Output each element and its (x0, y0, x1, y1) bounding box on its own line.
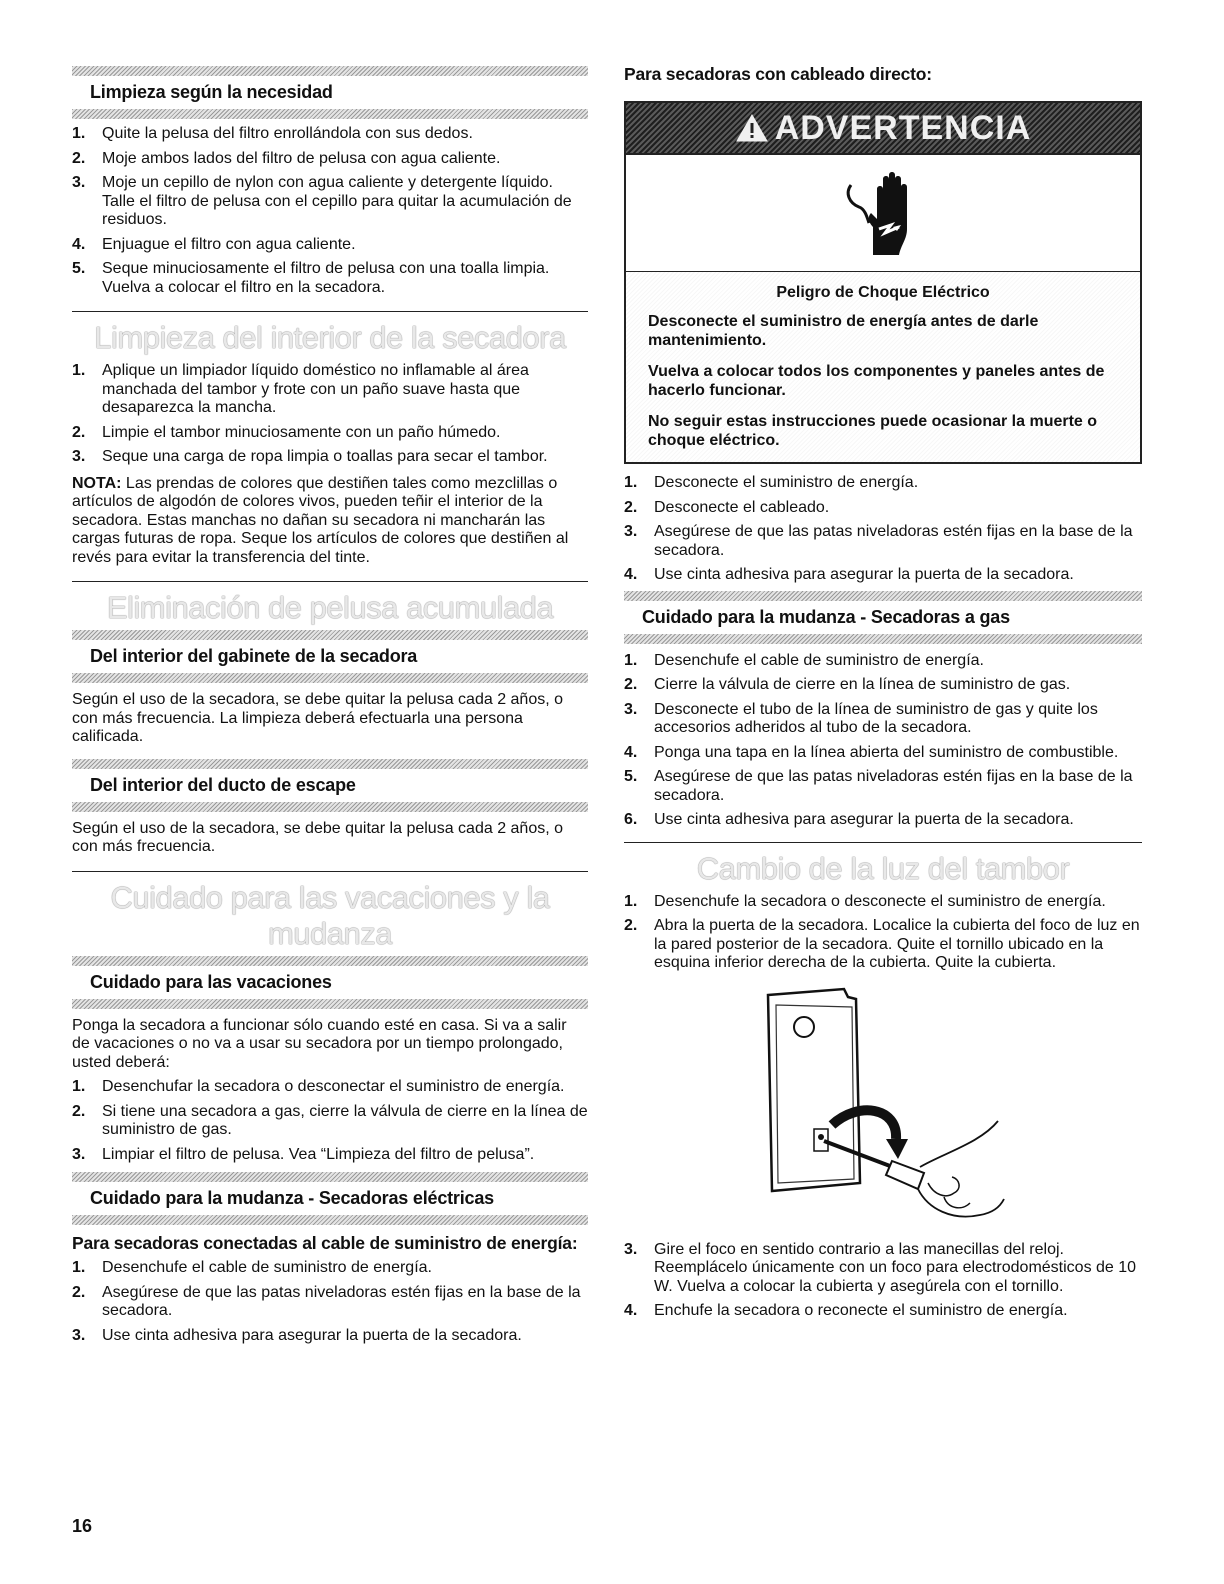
list-item (624, 499, 1142, 518)
step-number: 2. (72, 423, 86, 441)
warning-triangle-icon (735, 113, 769, 143)
list-item (72, 448, 588, 467)
heading-limpieza-necesidad: Limpieza según la necesidad (90, 82, 333, 102)
list-item (624, 1302, 1142, 1321)
step-text: Use cinta adhesiva para asegurar la puerta de la secadora. (654, 566, 1074, 583)
hatch-divider (72, 956, 588, 966)
step-text: Si tiene una secadora a gas, cierre la válvula de cierre en la línea de suministro de gas. (102, 1102, 588, 1138)
text-gabinete: Según el uso de la secadora, se debe quitar la pelusa cada 2 años, o con más frecuencia. La limpieza deberá efectuarla una persona calificada. (72, 691, 564, 745)
step-text: Desconecte el cableado. (654, 498, 830, 516)
light-cover-illustration (624, 983, 1142, 1227)
step-number: 3. (624, 523, 638, 540)
step-number: 1. (624, 651, 638, 669)
warning-p3: No seguir estas instrucciones puede ocasionar la muerte o choque eléctrico. (648, 413, 1098, 449)
list-item (624, 676, 1142, 695)
heading-mudanza-electricas: Cuidado para la mudanza - Secadoras eléctricas (90, 1188, 494, 1208)
step-number: 6. (624, 811, 638, 828)
heading-cable-suministro: Para secadoras conectadas al cable de suministro de energía: (72, 1233, 578, 1253)
list-item (72, 362, 588, 418)
light-cover-figure (748, 983, 1018, 1227)
list-item (624, 917, 1142, 973)
step-number: 2. (624, 676, 638, 693)
step-text: Asegúrese de que las patas niveladoras estén fijas en la base de la secadora. (102, 1283, 581, 1319)
list-item (624, 701, 1142, 738)
hatch-divider (72, 66, 588, 76)
step-text: Use cinta adhesiva para asegurar la puerta de la secadora. (654, 811, 1074, 828)
step-number: 2. (624, 498, 638, 516)
page-number: 16 (72, 1516, 93, 1536)
list-item (72, 424, 588, 443)
section-title-eliminacion-pelusa: Eliminación de pelusa acumulada (106, 590, 554, 625)
steps-luz-tambor-a (624, 893, 1142, 973)
step-number: 1. (72, 125, 86, 142)
step-number: 5. (72, 260, 86, 277)
list-item (72, 1259, 588, 1278)
section-rule (72, 581, 588, 582)
hatch-divider (72, 759, 588, 769)
step-text: Desconecte el tubo de la línea de suministro de gas y quite los accesorios adheridos al tubo de la secadora. (654, 700, 1098, 736)
list-item (624, 811, 1142, 830)
step-number: 3. (72, 1326, 86, 1344)
steps-cableado-directo (624, 474, 1142, 585)
hazard-title: Peligro de Choque Eléctrico (776, 284, 990, 301)
section-title-limpieza-interior: Limpieza del interior de la secadora (94, 320, 566, 355)
right-column (624, 64, 1142, 1327)
list-item (72, 150, 588, 169)
step-text: Cierre la válvula de cierre en la línea de suministro de gas. (654, 676, 1071, 693)
warning-banner-label: ADVERTENCIA (774, 108, 1032, 147)
list-item (624, 768, 1142, 805)
step-text: Limpiar el filtro de pelusa. Vea “Limpieza del filtro de pelusa”. (102, 1145, 535, 1163)
step-number: 3. (72, 174, 86, 191)
list-item (72, 125, 588, 144)
list-item (624, 1241, 1142, 1297)
shock-hazard-area (626, 155, 1140, 272)
list-item (624, 744, 1142, 763)
warning-banner (626, 103, 1140, 155)
heading-ducto: Del interior del ducto de escape (90, 774, 356, 795)
step-text: Desconecte el suministro de energía. (654, 474, 919, 491)
electric-shock-hand-icon (843, 167, 923, 259)
left-column (72, 66, 588, 1351)
step-text: Limpie el tambor minuciosamente con un paño húmedo. (102, 423, 501, 441)
step-number: 4. (72, 235, 86, 253)
list-item (624, 474, 1142, 493)
step-text: Quite la pelusa del filtro enrollándola con sus dedos. (102, 125, 473, 142)
hatch-divider (72, 630, 588, 640)
step-text: Seque minuciosamente el filtro de pelusa con una toalla limpia. Vuelva a colocar el filtro en la secadora. (102, 260, 550, 296)
section-rule (72, 311, 588, 312)
heading-gabinete: Del interior del gabinete de la secadora (90, 646, 418, 666)
warning-text (626, 272, 1140, 462)
step-text: Desenchufar la secadora o desconectar el suministro de energía. (102, 1078, 565, 1095)
step-number: 3. (624, 700, 638, 718)
hatch-divider (624, 591, 1142, 601)
steps-mudanza-electricas (72, 1259, 588, 1345)
steps-limpieza-necesidad (72, 125, 588, 297)
list-item (72, 260, 588, 297)
list-item (72, 1327, 588, 1346)
list-item (72, 1078, 588, 1097)
step-text: Gire el foco en sentido contrario a las manecillas del reloj. Reemplácelo únicamente con un foco para electrodomésticos de 10 W. Vuelva a colocar la cubierta y asegúrela con el tornillo. (654, 1240, 1137, 1295)
note-text: Las prendas de colores que destiñen tales como mezclillas o artículos de algodón de colores vivos, pueden teñir el interior de la secadora. Estas manchas no dañan su secadora ni mancharán las cargas futuras de ropa. Seque los artículos de colores que destiñen al revés para evitar la transferencia del tinte. (72, 474, 569, 566)
list-item (72, 236, 588, 255)
warning-p1: Desconecte el suministro de energía antes de darle mantenimiento. (648, 313, 1039, 349)
section-rule (72, 871, 588, 872)
step-number: 2. (624, 917, 638, 934)
step-number: 3. (72, 1145, 86, 1163)
hatch-divider (72, 673, 588, 683)
section-title-vacaciones-mudanza: Cuidado para las vacaciones y la mudanza (110, 879, 550, 951)
section-title-luz-tambor: Cambio de la luz del tambor (696, 850, 1070, 886)
step-text: Enjuague el filtro con agua caliente. (102, 235, 356, 253)
steps-mudanza-gas (624, 652, 1142, 830)
step-number: 2. (72, 1283, 86, 1301)
step-text: Use cinta adhesiva para asegurar la puerta de la secadora. (102, 1326, 522, 1344)
step-number: 3. (624, 1240, 638, 1258)
heading-cableado-directo: Para secadoras con cableado directo: (624, 64, 932, 84)
step-text: Moje un cepillo de nylon con agua caliente y detergente líquido. Talle el filtro de pelusa con el cepillo para quitar la acumulación de residuos. (102, 174, 572, 228)
step-number: 1. (624, 892, 638, 910)
hatch-divider (72, 109, 588, 119)
step-text: Enchufe la secadora o reconecte el suministro de energía. (654, 1302, 1068, 1319)
step-text: Abra la puerta de la secadora. Localice la cubierta del foco de luz en la pared posterior de la secadora. Quite el tornillo ubicado en la esquina inferior derecha de la cubierta. Quite la cubierta. (654, 917, 1140, 971)
step-number: 4. (624, 743, 638, 761)
hatch-divider (624, 634, 1142, 644)
step-text: Desenchufe el cable de suministro de energía. (654, 651, 984, 669)
note-label: NOTA: (72, 474, 122, 492)
step-number: 1. (72, 1259, 86, 1276)
hatch-divider (72, 1215, 588, 1225)
step-number: 5. (624, 768, 638, 785)
hatch-divider (72, 999, 588, 1009)
text-vacaciones: Ponga la secadora a funcionar sólo cuando esté en casa. Si va a salir de vacaciones o no va a usar su secadora por un tiempo prolongado, usted deberá: (72, 1016, 567, 1071)
step-number: 2. (72, 149, 86, 167)
list-item (72, 174, 588, 230)
hatch-divider (72, 1172, 588, 1182)
step-number: 1. (72, 1078, 86, 1095)
warning-box (624, 101, 1142, 464)
step-number: 4. (624, 566, 638, 583)
step-text: Desenchufe el cable de suministro de energía. (102, 1259, 432, 1276)
step-text: Desenchufe la secadora o desconecte el suministro de energía. (654, 892, 1106, 910)
list-item (72, 1103, 588, 1140)
list-item (72, 1284, 588, 1321)
list-item (624, 893, 1142, 912)
step-text: Seque una carga de ropa limpia o toallas para secar el tambor. (102, 448, 548, 465)
list-item (624, 566, 1142, 585)
step-number: 4. (624, 1302, 638, 1319)
step-text: Ponga una tapa en la línea abierta del suministro de combustible. (654, 743, 1119, 761)
step-text: Asegúrese de que las patas niveladoras estén fijas en la base de la secadora. (654, 523, 1133, 559)
step-text: Moje ambos lados del filtro de pelusa con agua caliente. (102, 149, 501, 167)
list-item (72, 1146, 588, 1165)
step-text: Asegúrese de que las patas niveladoras estén fijas en la base de la secadora. (654, 768, 1133, 804)
text-ducto: Según el uso de la secadora, se debe quitar la pelusa cada 2 años, o con más frecuencia. (72, 819, 564, 855)
hatch-divider (72, 802, 588, 812)
note-paragraph (72, 475, 588, 568)
section-rule (624, 842, 1142, 843)
step-text: Aplique un limpiador líquido doméstico no inflamable al área manchada del tambor y frote con un paño suave hasta que desaparezca la mancha. (102, 362, 529, 416)
list-item (624, 523, 1142, 560)
list-item (624, 652, 1142, 671)
step-number: 1. (72, 362, 86, 379)
steps-limpieza-interior (72, 362, 588, 467)
step-number: 2. (72, 1102, 86, 1120)
heading-vacaciones: Cuidado para las vacaciones (90, 971, 332, 992)
steps-vacaciones (72, 1078, 588, 1164)
heading-mudanza-gas: Cuidado para la mudanza - Secadoras a gas (642, 606, 1010, 627)
step-number: 1. (624, 474, 638, 491)
step-number: 3. (72, 448, 86, 465)
warning-p2: Vuelva a colocar todos los componentes y paneles antes de hacerlo funcionar. (648, 363, 1105, 399)
steps-luz-tambor-b (624, 1241, 1142, 1321)
